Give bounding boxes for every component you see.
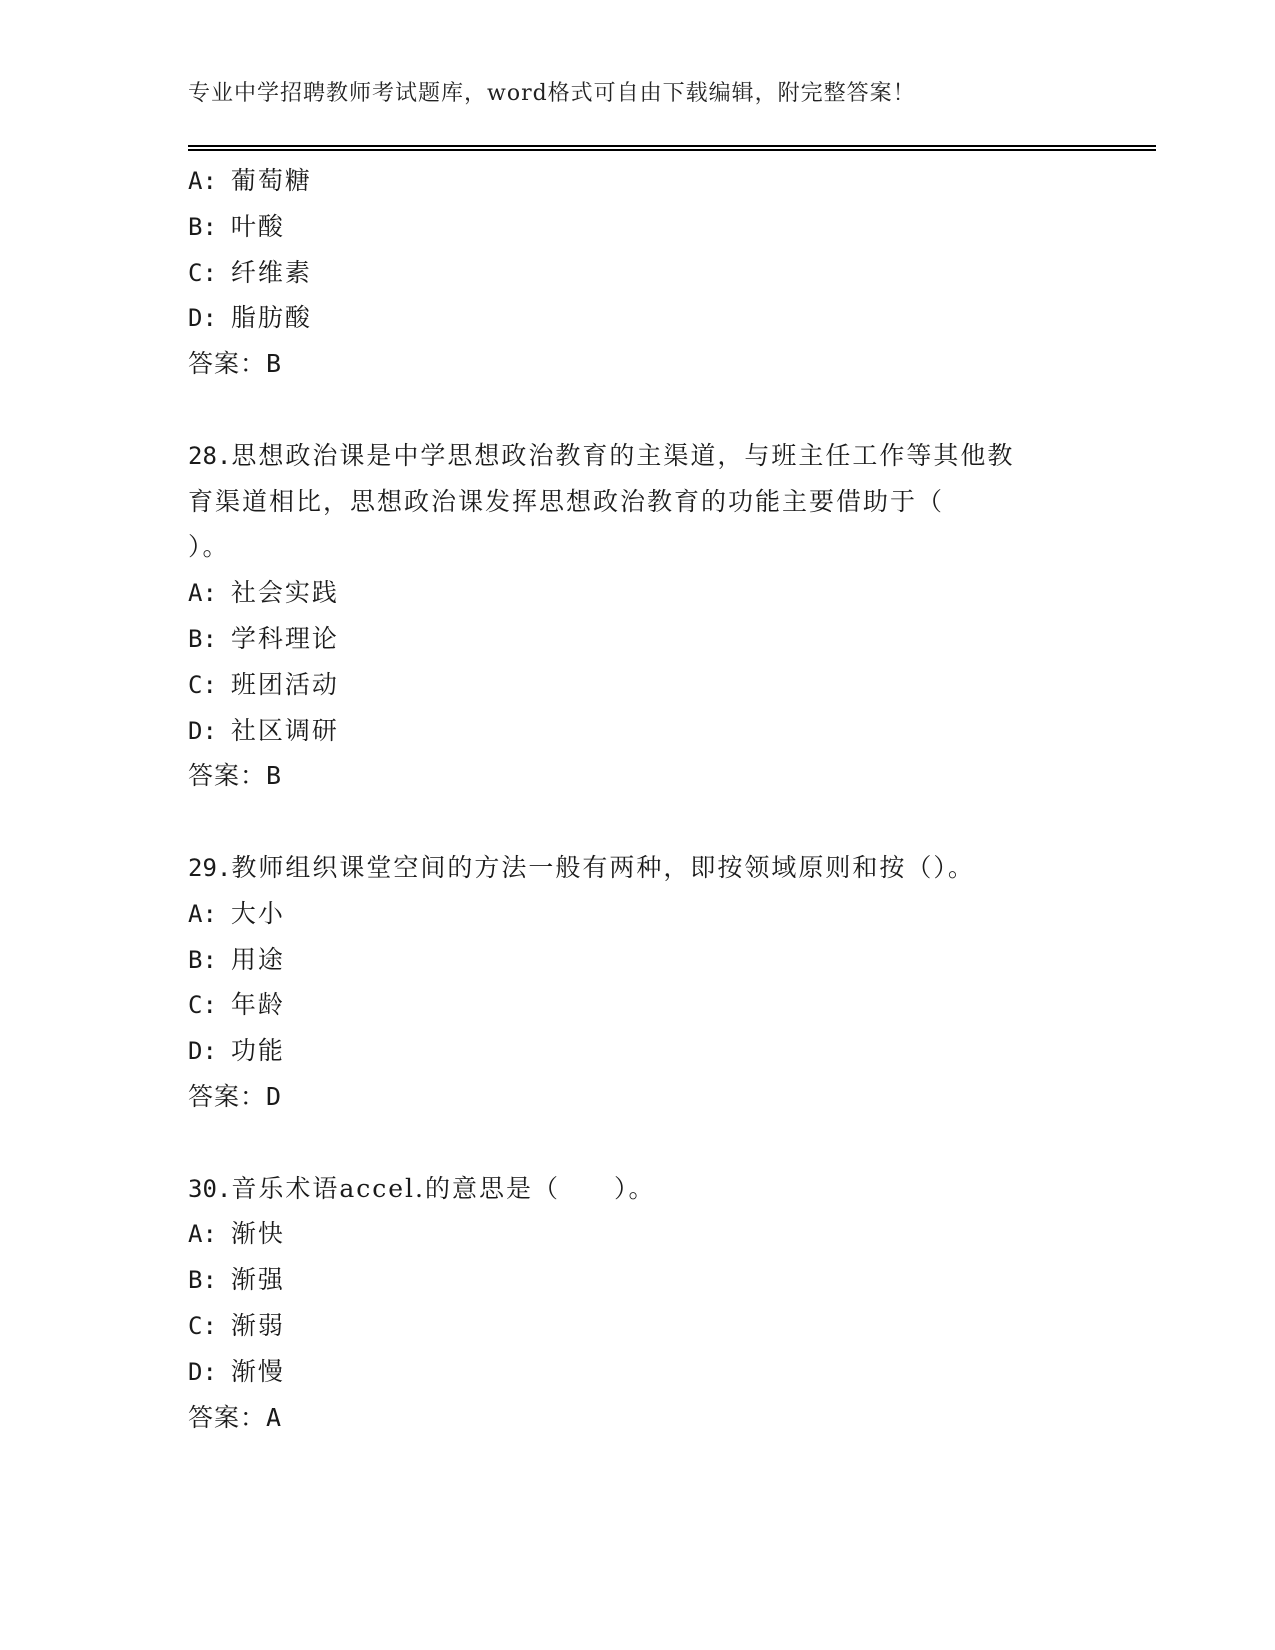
option-b: B: 学科理论 [188,623,339,653]
option-text: 叶酸 [230,211,285,241]
option-a: A: 渐快 [188,1219,285,1249]
option-c: C: 纤维素 [188,257,312,287]
option-d: D: 功能 [188,1036,285,1066]
option-a: A: 大小 [188,898,285,928]
answer-label: 答案： [188,1081,267,1111]
option-a: A: 葡萄糖 [188,166,312,195]
option-text: 脂肪酸 [230,303,312,333]
option-text: 年龄 [230,990,285,1020]
header-rule-bottom [188,149,1156,151]
option-text: 大小 [230,898,285,928]
answer-label: 答案： [188,1402,267,1432]
question-text: 28.思想政治课是中学思想政治教育的主渠道，与班主任工作等其他教 [188,440,1015,470]
option-d: D: 社区调研 [188,715,339,745]
option-text: 功能 [230,1036,285,1066]
question-30 [188,1166,1088,1441]
answer-label: 答案： [188,349,267,379]
question-28 [188,433,1088,799]
question-number: 28. [188,441,232,470]
answer-line [188,1074,1088,1120]
option-text: 纤维素 [230,257,312,287]
document-body [188,158,1088,1440]
question-number: 29. [188,853,232,882]
option-c: C: 渐弱 [188,1310,285,1340]
option-text: 渐强 [230,1265,285,1295]
option-text: 社区调研 [230,715,339,745]
answer-value: A [266,1402,283,1432]
option-b: B: 渐强 [188,1265,285,1295]
answer-line [188,1395,1088,1441]
option-d: D: 渐慢 [188,1356,285,1386]
header-rule-top [188,145,1156,147]
answer-line [188,341,1088,387]
option-text: 学科理论 [230,623,339,653]
answer-label: 答案： [188,761,267,791]
option-text: 渐慢 [230,1356,285,1386]
page-header: 专业中学招聘教师考试题库，word格式可自由下载编辑，附完整答案！ [188,81,916,106]
option-c: C: 班团活动 [188,669,339,699]
question-29 [188,845,1088,1120]
option-text: 班团活动 [230,669,339,699]
question-27 [188,158,1088,387]
option-text: 用途 [230,944,285,974]
option-d: D: 脂肪酸 [188,303,312,333]
option-a: A: 社会实践 [188,578,339,608]
answer-value: B [266,761,283,791]
option-b: B: 叶酸 [188,211,285,241]
question-number: 30. [188,1174,232,1203]
option-c: C: 年龄 [188,990,285,1020]
option-text: 渐弱 [230,1310,285,1340]
question-text-cont: 育渠道相比，思想政治课发挥思想政治教育的功能主要借助于（ [188,486,945,516]
option-text: 渐快 [230,1219,285,1249]
question-text: 29.教师组织课堂空间的方法一般有两种，即按领域原则和按（）。 [188,852,975,882]
option-text: 葡萄糖 [230,166,312,195]
question-text: 30.音乐术语accel.的意思是（ ）。 [188,1173,656,1203]
answer-line [188,753,1088,799]
answer-value: D [266,1081,283,1111]
question-text-cont: ）。 [188,532,230,562]
option-b: B: 用途 [188,944,285,974]
option-text: 社会实践 [230,578,339,608]
answer-value: B [266,349,283,379]
